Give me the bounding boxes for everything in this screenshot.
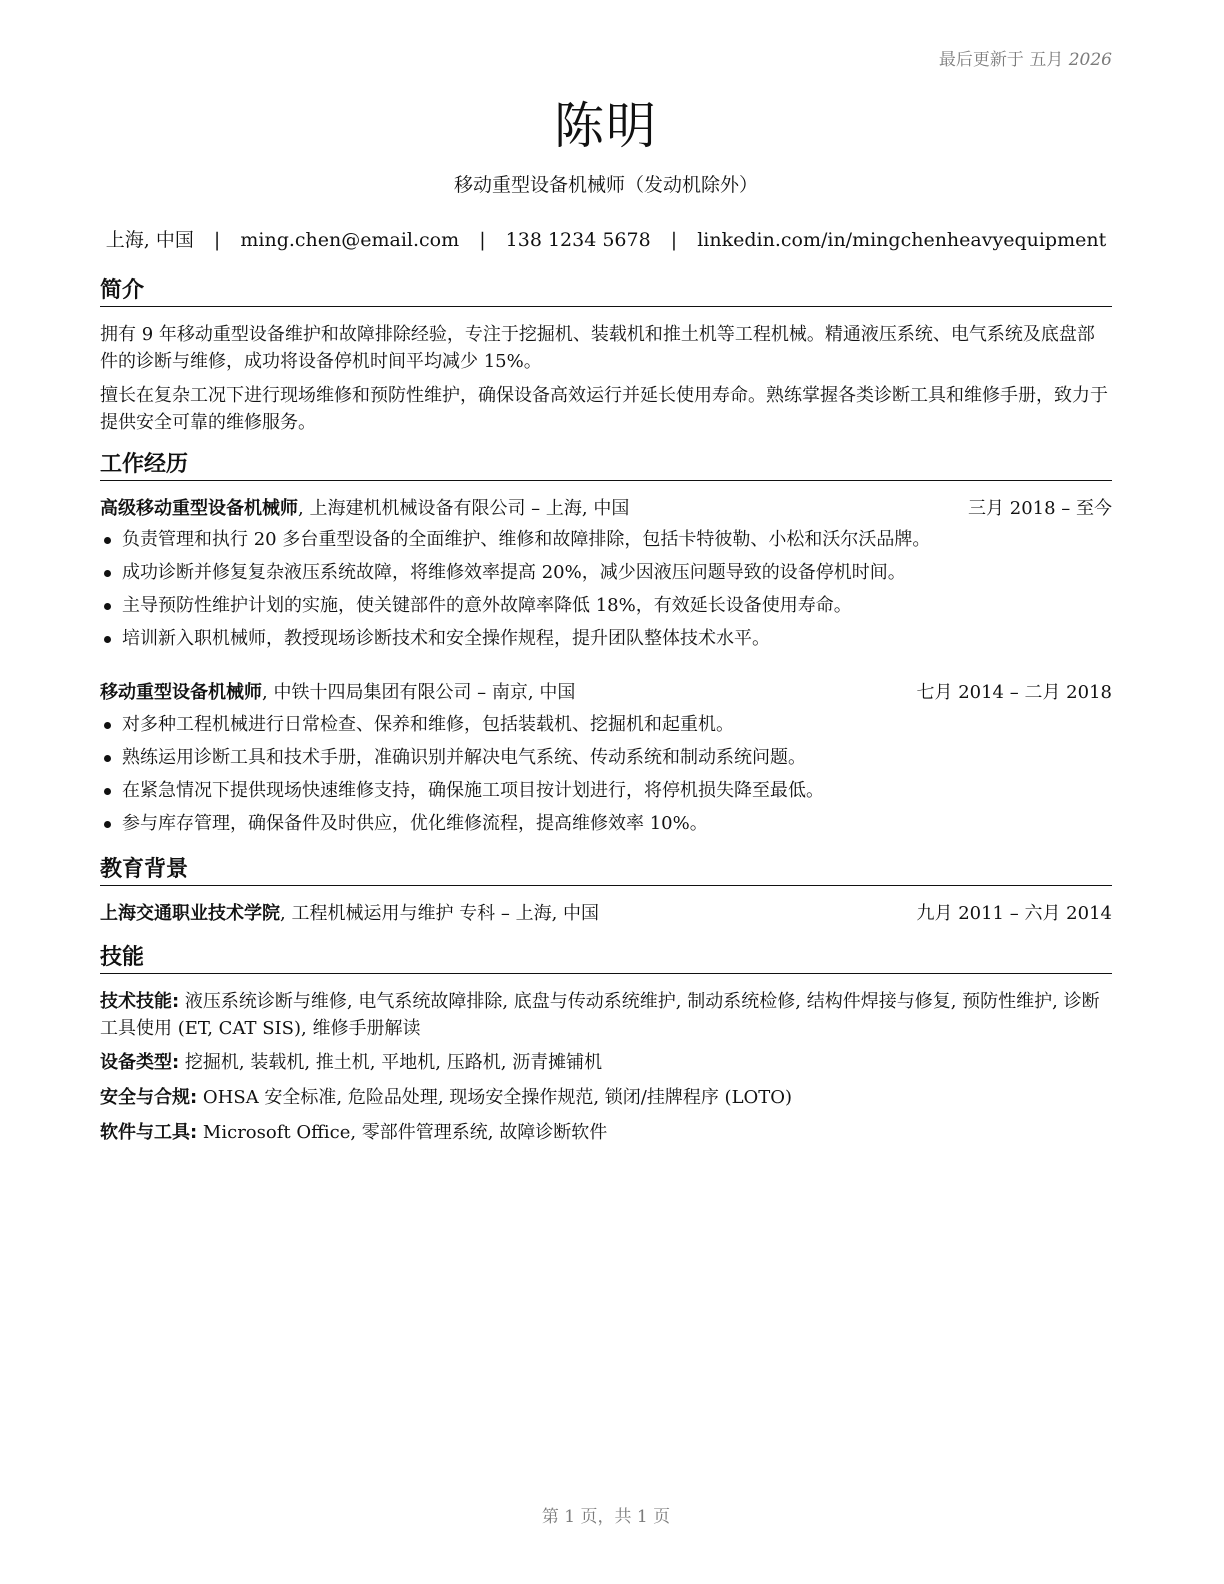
skill-line (100, 1119, 1112, 1146)
skill-line (100, 1049, 1112, 1076)
job-dates: 三月 2018 – 至今 (968, 498, 1112, 519)
contact-separator: | (670, 229, 678, 251)
job-bullets (100, 712, 1112, 844)
job-company: , 中铁十四局集团有限公司 – 南京, 中国 (262, 682, 576, 703)
job-bullet: 负责管理和执行 20 多台重型设备的全面维护、维修和故障排除，包括卡特彼勒、小松和沃尔沃品牌。 (100, 527, 1112, 560)
last-updated (939, 45, 1112, 70)
education-school: 上海交通职业技术学院 (100, 903, 280, 924)
contact-location: 上海, 中国 (105, 229, 194, 251)
section-heading-skills: 技能 (100, 945, 1112, 974)
candidate-name: 陈明 (554, 97, 658, 155)
contact-separator: | (213, 229, 221, 251)
education-dates: 九月 2011 – 六月 2014 (916, 903, 1112, 924)
job-role: 高级移动重型设备机械师 (100, 498, 298, 519)
job-bullet: 成功诊断并修复复杂液压系统故障，将维修效率提高 20%，减少因液压问题导致的设备停机时间。 (100, 560, 1112, 593)
job-company: , 上海建机机械设备有限公司 – 上海, 中国 (298, 498, 630, 519)
skill-label: 设备类型: (100, 1052, 180, 1073)
contact-linkedin[interactable]: linkedin.com/in/mingchenheavyequipment (697, 229, 1107, 251)
skill-value: Microsoft Office, 零部件管理系统, 故障诊断软件 (197, 1122, 608, 1143)
education-entry (100, 901, 1112, 927)
skill-value: 挖掘机, 装载机, 推土机, 平地机, 压路机, 沥青摊铺机 (179, 1052, 603, 1073)
contact-separator: | (479, 229, 486, 251)
last-updated-label: 最后更新于 五月 (938, 50, 1064, 70)
job-header (100, 496, 1112, 522)
job-bullet: 对多种工程机械进行日常检查、保养和维修，包括装载机、挖掘机和起重机。 (100, 712, 1112, 745)
job-dates: 七月 2014 – 二月 2018 (916, 682, 1112, 703)
contact-line (100, 225, 1112, 252)
skill-label: 安全与合规: (100, 1087, 198, 1108)
section-heading-experience: 工作经历 (100, 452, 1112, 481)
job-role: 移动重型设备机械师 (100, 682, 262, 703)
skill-value: OHSA 安全标准, 危险品处理, 现场安全操作规范, 锁闭/挂牌程序 (LOTO) (197, 1087, 793, 1108)
job-bullet: 在紧急情况下提供现场快速维修支持，确保施工项目按计划进行，将停机损失降至最低。 (100, 778, 1112, 811)
summary-paragraph: 拥有 9 年移动重型设备维护和故障排除经验，专注于挖掘机、装载机和推土机等工程机械。精通液压系统、电气系统及底盘部件的诊断与维修，成功将设备停机时间平均减少 15%。 (100, 324, 1095, 372)
section-heading-summary: 简介 (100, 278, 1112, 307)
contact-phone: 138 1234 5678 (505, 229, 651, 251)
page-number: 第 1 页，共 1 页 (541, 1507, 671, 1527)
job-bullet: 培训新入职机械师，教授现场诊断技术和安全操作规程，提升团队整体技术水平。 (100, 626, 1112, 659)
skill-line (100, 988, 1112, 1042)
job-bullets (100, 527, 1112, 659)
summary-paragraph: 擅长在复杂工况下进行现场维修和预防性维护，确保设备高效运行并延长使用寿命。熟练掌握各类诊断工具和维修手册，致力于提供安全可靠的维修服务。 (100, 385, 1108, 433)
skill-label: 技术技能: (100, 991, 180, 1012)
job-bullet: 主导预防性维护计划的实施，使关键部件的意外故障率降低 18%，有效延长设备使用寿命。 (100, 593, 1112, 626)
resume-page (100, 0, 1112, 1584)
section-heading-education: 教育背景 (100, 857, 1112, 886)
contact-email[interactable]: ming.chen@email.com (240, 229, 460, 251)
skill-value: 液压系统诊断与维修, 电气系统故障排除, 底盘与传动系统维护, 制动系统检修, 结构件焊接与修复, 预防性维护, 诊断工具使用 (ET, CAT SIS), 维修手册解读 (100, 991, 1100, 1039)
skill-line (100, 1084, 1112, 1111)
job-header (100, 680, 1112, 706)
candidate-title: 移动重型设备机械师（发动机除外） (453, 174, 758, 196)
education-detail: , 工程机械运用与维护 专科 – 上海, 中国 (280, 903, 600, 924)
last-updated-year: 2026 (1068, 50, 1112, 70)
skill-label: 软件与工具: (100, 1122, 198, 1143)
job-bullet: 熟练运用诊断工具和技术手册，准确识别并解决电气系统、传动系统和制动系统问题。 (100, 745, 1112, 778)
job-bullet: 参与库存管理，确保备件及时供应，优化维修流程，提高维修效率 10%。 (100, 811, 1112, 844)
